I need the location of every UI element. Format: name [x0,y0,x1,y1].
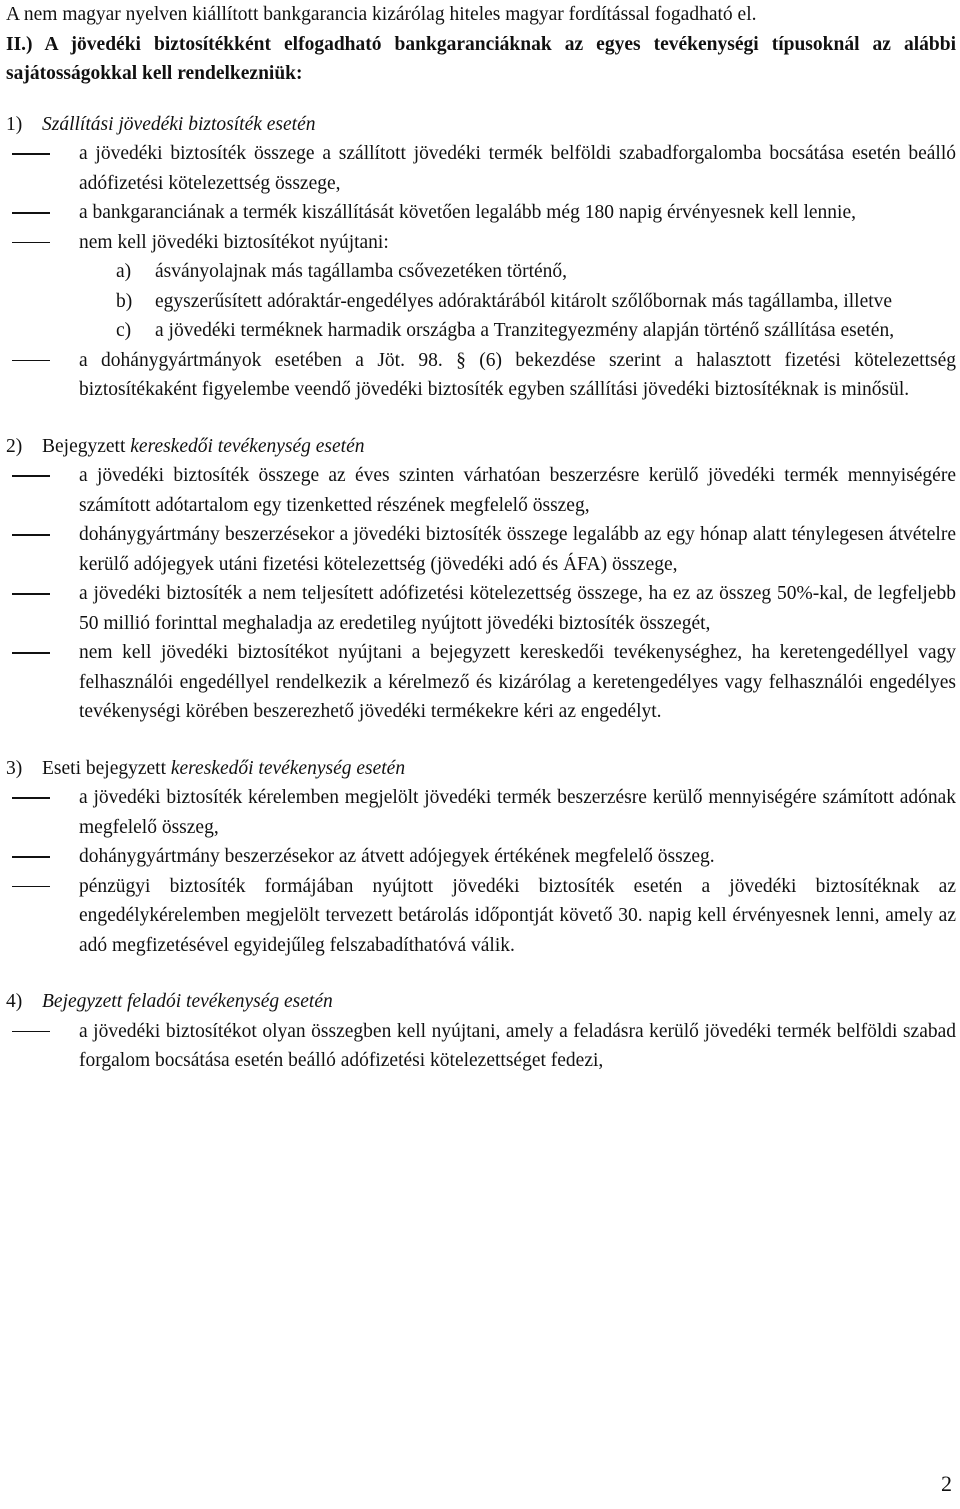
dash-bullet [12,856,50,858]
sub-label: a) [116,261,132,282]
list-item: dohánygyártmány beszerzésekor az átvett adójegyek értékének megfelelő összeg. [6,842,956,872]
list-item: a jövedéki biztosítékot olyan összegben kell nyújtani, amely a feladásra kerülő jövedéki termék belföldi szabad forgalom bocsátása esetén beálló adófizetési kötelezettséget fedezi, [6,1017,956,1076]
section-number: 2) [6,435,23,457]
list-item: a jövedéki biztosíték a nem teljesített adófizetési kötelezettség összege, ha ez az összeg 50%-kal, de legfeljebb 50 millió forinttal meghaladja az eredetileg nyújtott jövedéki biztosíték összegét, [6,579,956,638]
section-title-plain: Bejegyzett [42,435,126,457]
sub-label: c) [116,320,132,341]
dash-bullet [12,360,50,362]
section-4 [6,987,956,1076]
list-item: dohánygyártmány beszerzésekor a jövedéki biztosíték összege legalább az egy hónap alatt ténylegesen átvételre kerülő adójegyek utáni fizetési kötelezettség (jövedéki adó és ÁFA) összege, [6,520,956,579]
dash-bullet [12,153,50,155]
section-title-italic: kereskedői tevékenység esetén [130,435,365,457]
section-2-title [6,432,956,462]
list-item: pénzügyi biztosíték formájában nyújtott jövedéki biztosíték esetén a jövedéki biztosítéknak az engedélykérelemben megjelölt tervezett betárolás időpontját követő 30. napig kell érvényesnek lenni, amely az adó megfizetésével egyidejűleg felszabadíthatóvá válik. [6,872,956,961]
section-2 [6,432,956,727]
dash-bullet [12,212,50,214]
section-1 [6,110,956,405]
dash-bullet [12,1031,50,1033]
section-3-title [6,754,956,784]
sub-label: b) [116,290,133,312]
section-number: 3) [6,757,23,779]
list-item: a jövedéki biztosíték összege a szállított jövedéki termék belföldi szabadforgalomba bocsátása esetén beálló adófizetési kötelezettség összege, [6,139,956,198]
section-4-title [6,987,956,1017]
section-1-title [6,110,956,140]
section-title-italic: kereskedői tevékenység esetén [170,757,406,779]
section-title-italic: Szállítási jövedéki biztosíték esetén [42,113,316,135]
document-page [6,0,956,1076]
dash-bullet [12,242,50,244]
page-number: 2 [941,1471,952,1496]
dash-bullet [12,534,50,536]
list-item: a bankgaranciának a termék kiszállítását követően legalább még 180 napig érvényesnek kell lennie, [6,198,956,228]
sub-item-c: c) a jövedéki terméknek harmadik országba a Tranzitegyezmény alapján történő szállítása esetén, [6,316,956,346]
section-number: 1) [6,113,23,135]
sub-item-a: a) ásványolajnak más tagállamba csővezetéken történő, [6,257,956,287]
list-item: nem kell jövedéki biztosítékot nyújtani: [6,228,956,258]
dash-bullet [12,475,50,477]
list-item: a jövedéki biztosíték összege az éves szinten várhatóan beszerzésre kerülő jövedéki termék mennyiségére számított adótartalom egy tizenketted részének megfelelő összeg, [6,461,956,520]
list-item: a jövedéki biztosíték kérelemben megjelölt jövedéki termék beszerzésre kerülő mennyiségére számított adónak megfelelő összeg, [6,783,956,842]
section-number: 4) [6,991,23,1012]
list-item: a dohánygyártmányok esetében a Jöt. 98. § (6) bekezdése szerint a halasztott fizetési kötelezettség biztosítékaként figyelembe veendő jövedéki biztosíték egyben szállítási jövedéki biztosítéknak is minősül. [6,346,956,405]
sub-item-b: b) egyszerűsített adóraktár-engedélyes adóraktárából kitárolt szőlőbornak más tagállamba, illetve [6,287,956,317]
dash-bullet [12,593,50,595]
section-title-plain: Eseti bejegyzett [42,757,166,779]
dash-bullet [12,886,50,888]
section-3 [6,754,956,961]
list-item: nem kell jövedéki biztosítékot nyújtani a bejegyzett kereskedői tevékenységhez, ha keretengedéllyel vagy felhasználói engedéllyel rendelkezik a kérelmező és kizárólag a keretengedélyes vagy felhasználói engedélyes tevékenységi körében beszerezhető jövedéki termékekre kéri az engedélyt. [6,638,956,727]
section-title-italic: Bejegyzett feladói tevékenység esetén [42,991,333,1012]
dash-bullet [12,797,50,799]
intro-paragraph: A nem magyar nyelven kiállított bankgarancia kizárólag hiteles magyar fordítással fogadható el. [6,4,757,25]
dash-bullet [12,652,50,654]
section-heading: II.) A jövedéki biztosítékként elfogadható bankgaranciáknak az egyes tevékenységi típusoknál az alábbi sajátosságokkal kell rendelkezniük: [6,33,956,84]
